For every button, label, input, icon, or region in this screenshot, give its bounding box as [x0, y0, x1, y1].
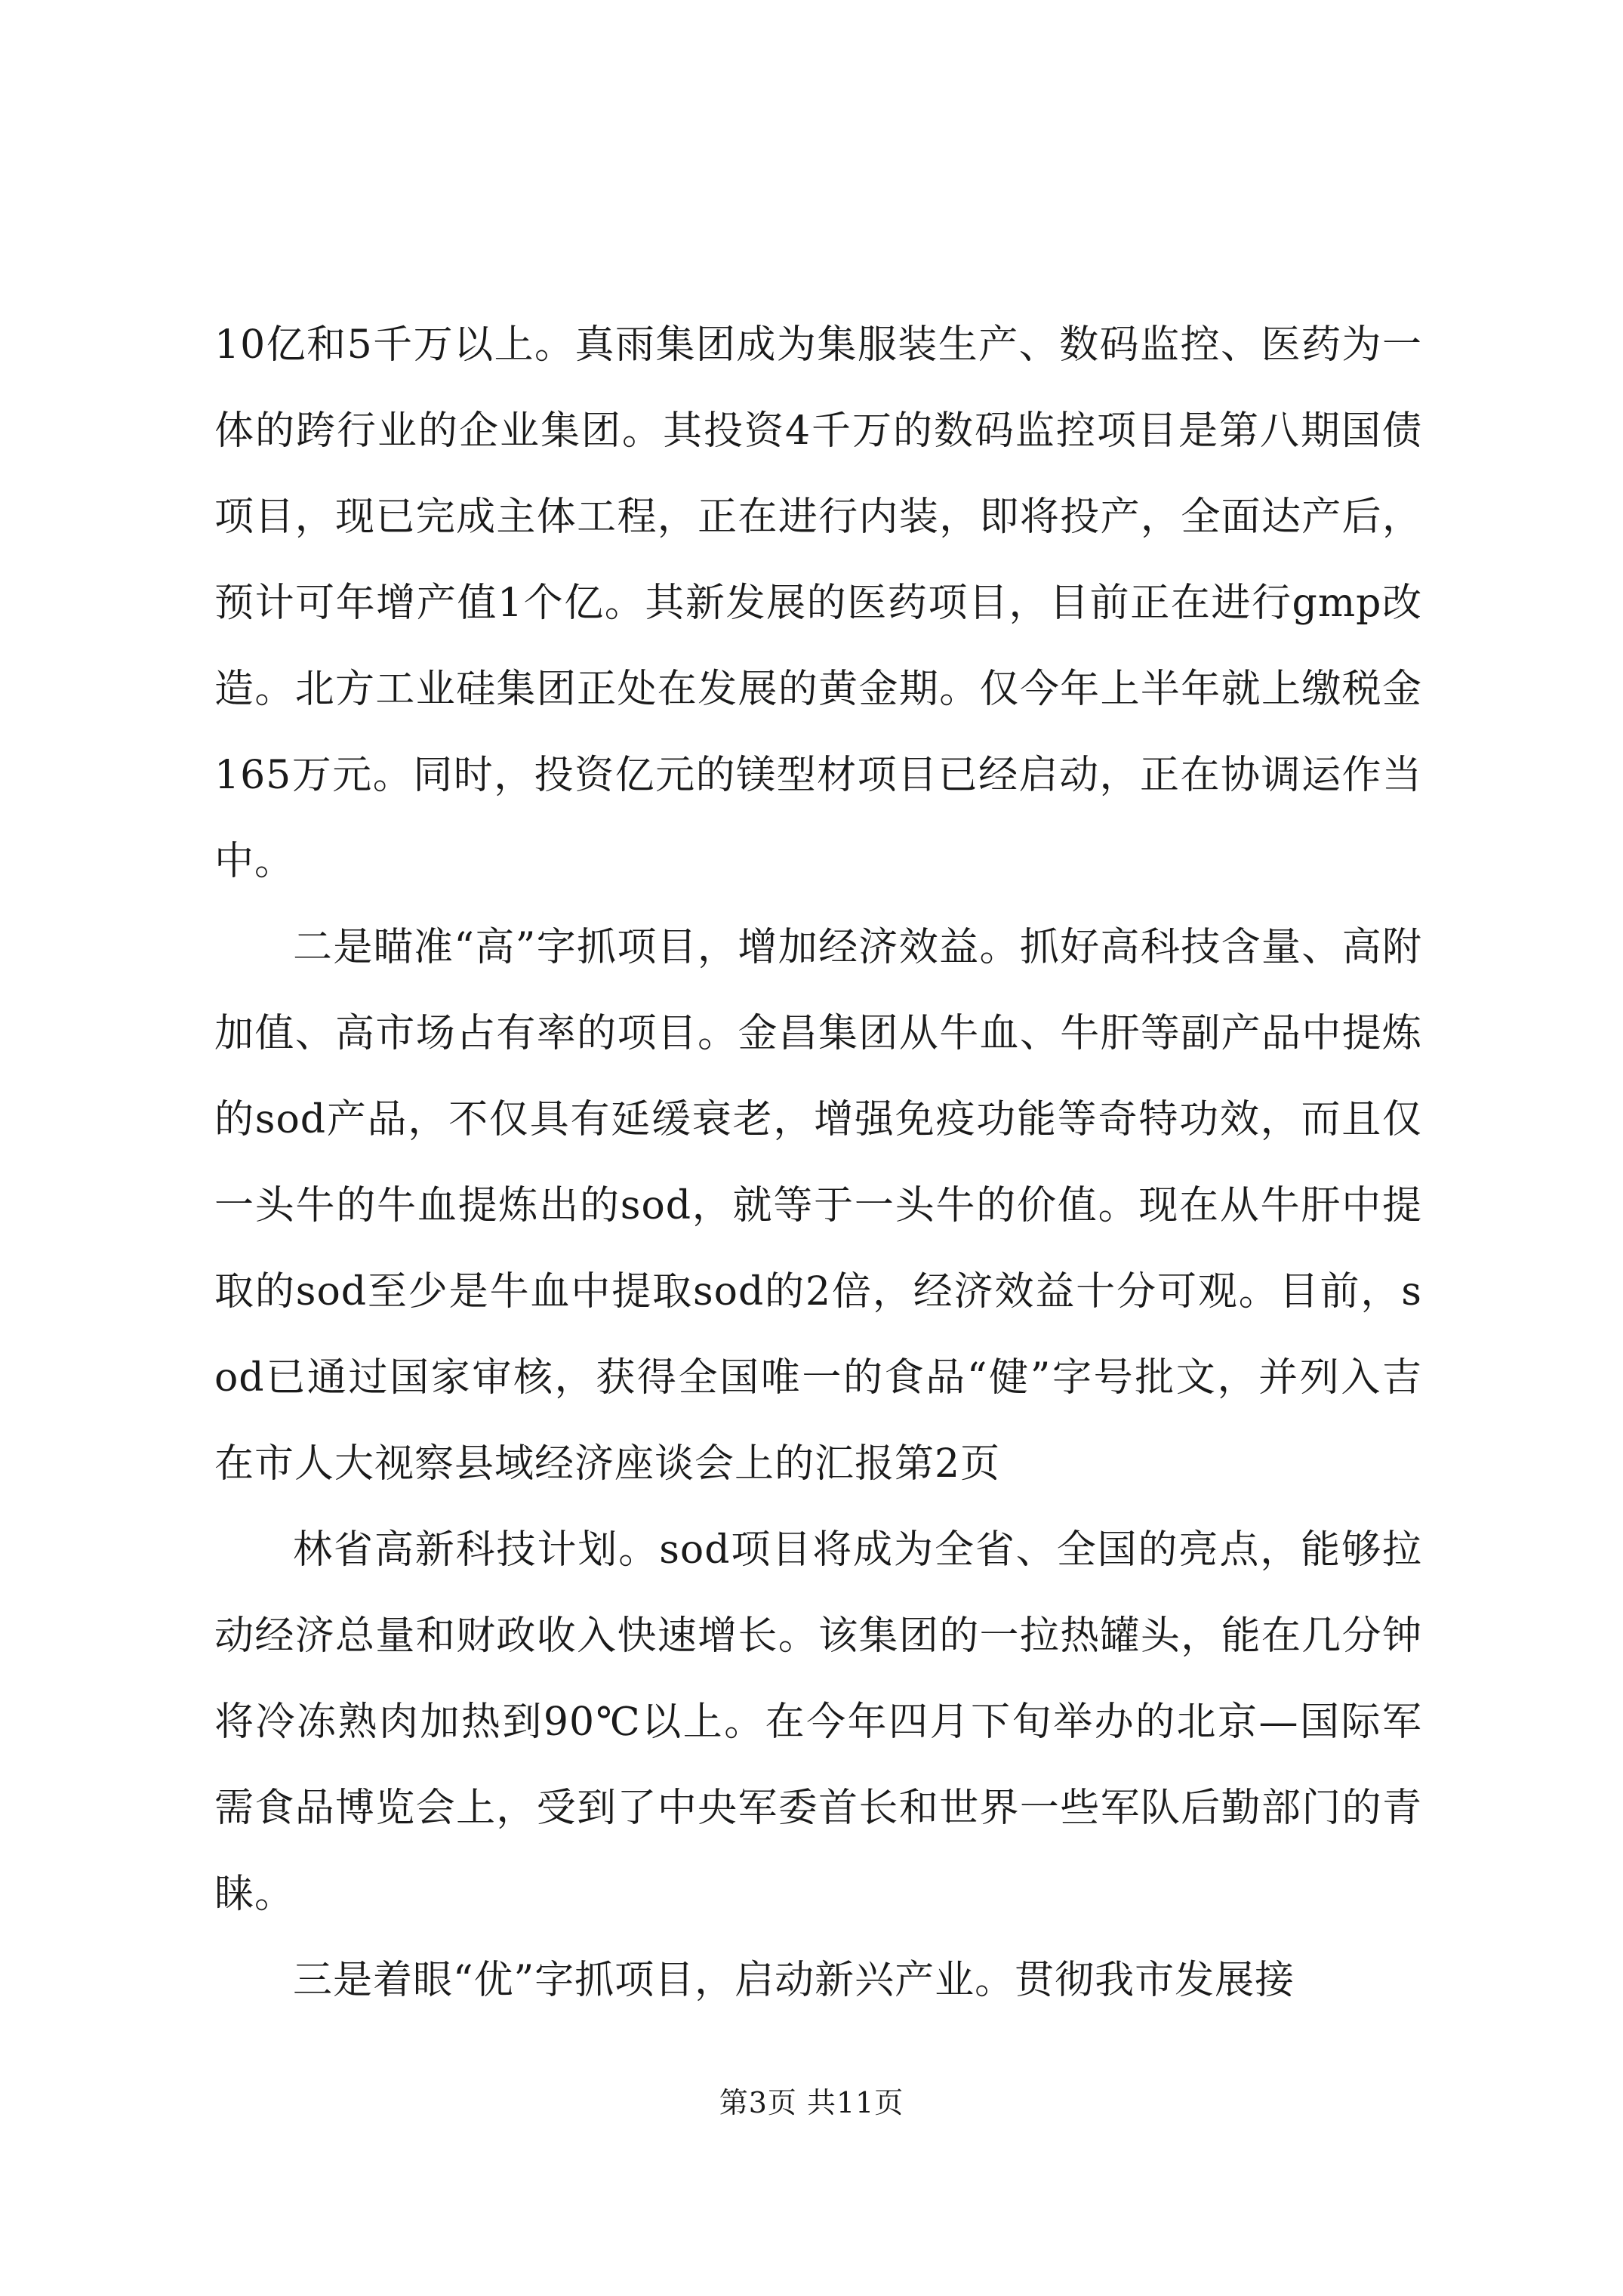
- paragraph-point-three: 三是着眼“优”字抓项目，启动新兴产业。贯彻我市发展接: [293, 1958, 1295, 2003]
- paragraph-point-two: 二是瞄准“高”字抓项目，增加经济效益。抓好高科技含量、高附加值、高市场占有率的项目。金昌集团从牛血、牛肝等副产品中提炼的sod产品，不仅具有延缓衰老，增强免疫功能等奇特功效，而且仅一头牛的牛血提炼出的sod，就等于一头牛的价值。现在从牛肝中提取的sod至少是牛血中提取sod的2倍，经济效益十分可观。目前，sod已通过国家审核，获得全国唯一的食品“健”字号批文，并列入吉在市人大视察县域经济座谈会上的汇报第2页: [214, 925, 1422, 1487]
- document-body: [214, 302, 1422, 2023]
- paragraph-sod-project: 林省高新科技计划。sod项目将成为全省、全国的亮点，能够拉动经济总量和财政收入快速增长。该集团的一拉热罐头，能在几分钟将冷冻熟肉加热到90℃以上。在今年四月下旬举办的北京—国际军需食品博览会上，受到了中央军委首长和世界一些军队后勤部门的青睐。: [214, 1527, 1422, 1917]
- paragraph-continuation: 10亿和5千万以上。真雨集团成为集服装生产、数码监控、医药为一体的跨行业的企业集团。其投资4千万的数码监控项目是第八期国债项目，现已完成主体工程，正在进行内装，即将投产，全面达产后，预计可年增产值1个亿。其新发展的医药项目，目前正在进行gmp改造。北方工业硅集团正处在发展的黄金期。仅今年上半年就上缴税金165万元。同时，投资亿元的镁型材项目已经启动，正在协调运作当中。: [214, 322, 1422, 884]
- page-number-footer: 第3页 共11页: [719, 2086, 904, 2119]
